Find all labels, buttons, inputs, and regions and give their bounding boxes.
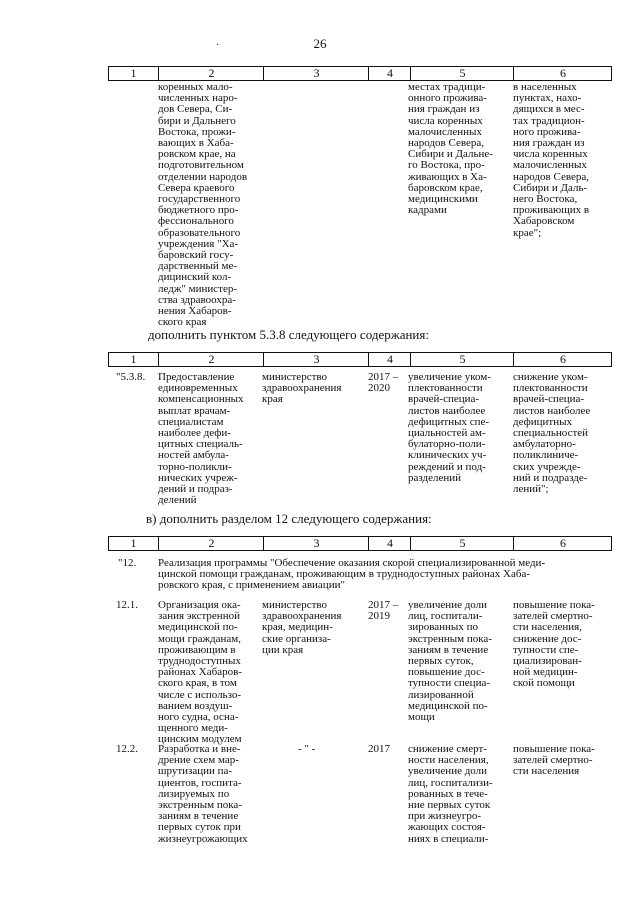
row-122-period: 2017 <box>368 743 390 755</box>
section-12-title: Реализация программы "Обеспечение оказания скорой специализированной меди- цинской помощи гражданам, проживающим в труднодоступных районах Хаба- ровского края, с применением авиации" <box>158 557 546 592</box>
row-121-risk: повышение пока- зателей смертно- сти населения, снижение дос- тупности спе- циализирован- ной медицин- ской помощи <box>513 599 595 690</box>
section-12-number: "12. <box>118 557 137 569</box>
continued-cell-risk: в населенных пунктах, нахо- дящихся в мес- тах традицион- ного прожива- ния граждан из числа коренных малочисленных народов Севера, Сибири и Даль- него Востока, проживающих в Хабаровском крае"; <box>513 81 590 239</box>
col-header-2: 2 <box>158 537 264 550</box>
row-121-result: увеличение доли лиц, госпитали- зированных по экстренным пока- заниям в течение первых суток, повышение дос- тупности специа- лизированной медицинской по- мощи <box>408 599 492 724</box>
table-header-row <box>108 352 612 367</box>
col-header-1: 1 <box>130 352 137 366</box>
row-538-period: 2017 – 2020 <box>368 371 399 395</box>
col-header-2: 2 <box>158 353 264 366</box>
continued-cell-activity: коренных мало- численных наро- дов Севера, Си- бири и Дальнего Востока, прожи- вающих в Хаба- ровском крае, на подготовительном отделении народов Севера краевого государственного бюджетного про- фессионального образовательного учреждения "Ха- баровский госу- дарственный ме- дицинский кол- ледж" министер- ства здравоохра- нения Хабаров- ского края <box>158 81 248 329</box>
instruction-heading-section-12: в) дополнить разделом 12 следующего содержания: <box>146 511 432 526</box>
col-header-2: 2 <box>158 67 264 80</box>
col-header-5: 5 <box>410 353 514 366</box>
col-header-5: 5 <box>410 67 514 80</box>
col-header-1: 1 <box>130 66 137 80</box>
col-header-6: 6 <box>513 537 612 550</box>
col-header-4: 4 <box>368 353 411 366</box>
row-122-risk: повышение пока- зателей смертно- сти населения <box>513 743 595 778</box>
page-number: 26 <box>313 36 327 51</box>
row-538-result: увеличение уком- плектованности врачей-специа- листов наиболее дефицитных спе- циальностей ам- булаторно-поли- клинических уч- реждений и под- разделений <box>408 371 491 484</box>
page-mark: · <box>216 40 220 51</box>
col-header-3: 3 <box>263 537 369 550</box>
row-538-activity: Предоставление единовременных компенсационных выплат врачам- специалистам наиболее дефи- цитных специаль- ностей амбула- торно-поликли- нических учреж- дений и подраз- делений <box>158 371 244 507</box>
continued-cell-result: местах традици- онного прожива- ния граждан из числа коренных малочисленных народов Севера, Сибири и Дальне- го Востока, про- живающих в Ха- баровском крае, медицинскими кадрами <box>408 81 493 217</box>
row-538-risk: снижение уком- плектованности врачей-специа- листов наиболее дефицитных специальностей амбулаторно- поликлиниче- ских учрежде- ний и подразде- лений"; <box>513 371 591 496</box>
col-header-4: 4 <box>368 537 411 550</box>
row-121-activity: Организация ока- зания экстренной медицинской по- мощи гражданам, проживающим в труднодоступных районах Хабаров- ского края, в том числе с использо- ванием воздуш- ного судна, осна- щенного меди- цинским модулем <box>158 599 242 746</box>
instruction-heading-538: дополнить пунктом 5.3.8 следующего содержания: <box>148 327 429 342</box>
col-header-6: 6 <box>513 353 612 366</box>
col-header-4: 4 <box>368 67 411 80</box>
row-122-activity: Разработка и вне- дрение схем мар- шрутизации па- циентов, госпита- лизируемых по экстренным пока- заниям в течение первых суток при жизнеугрожающих <box>158 743 248 845</box>
row-121-executor: министерство здравоохранения края, медицин- ские организа- ции края <box>262 599 342 656</box>
col-header-1: 1 <box>130 536 137 550</box>
col-header-3: 3 <box>263 67 369 80</box>
table-header-row <box>108 66 612 81</box>
row-122-number: 12.2. <box>116 743 138 755</box>
table-header-row <box>108 536 612 551</box>
row-121-number: 12.1. <box>116 599 138 611</box>
row-538-number: "5.3.8. <box>116 371 146 383</box>
col-header-3: 3 <box>263 353 369 366</box>
row-122-result: снижение смерт- ности населения, увеличение доли лиц, госпитализи- рованных в тече- ние первых суток при жизнеугро- жающих состоя- ниях в специали- <box>408 743 493 845</box>
row-538-executor: министерство здравоохранения края <box>262 371 342 406</box>
row-122-executor: - " - <box>298 743 316 755</box>
col-header-6: 6 <box>513 67 612 80</box>
row-121-period: 2017 – 2019 <box>368 599 399 623</box>
col-header-5: 5 <box>410 537 514 550</box>
